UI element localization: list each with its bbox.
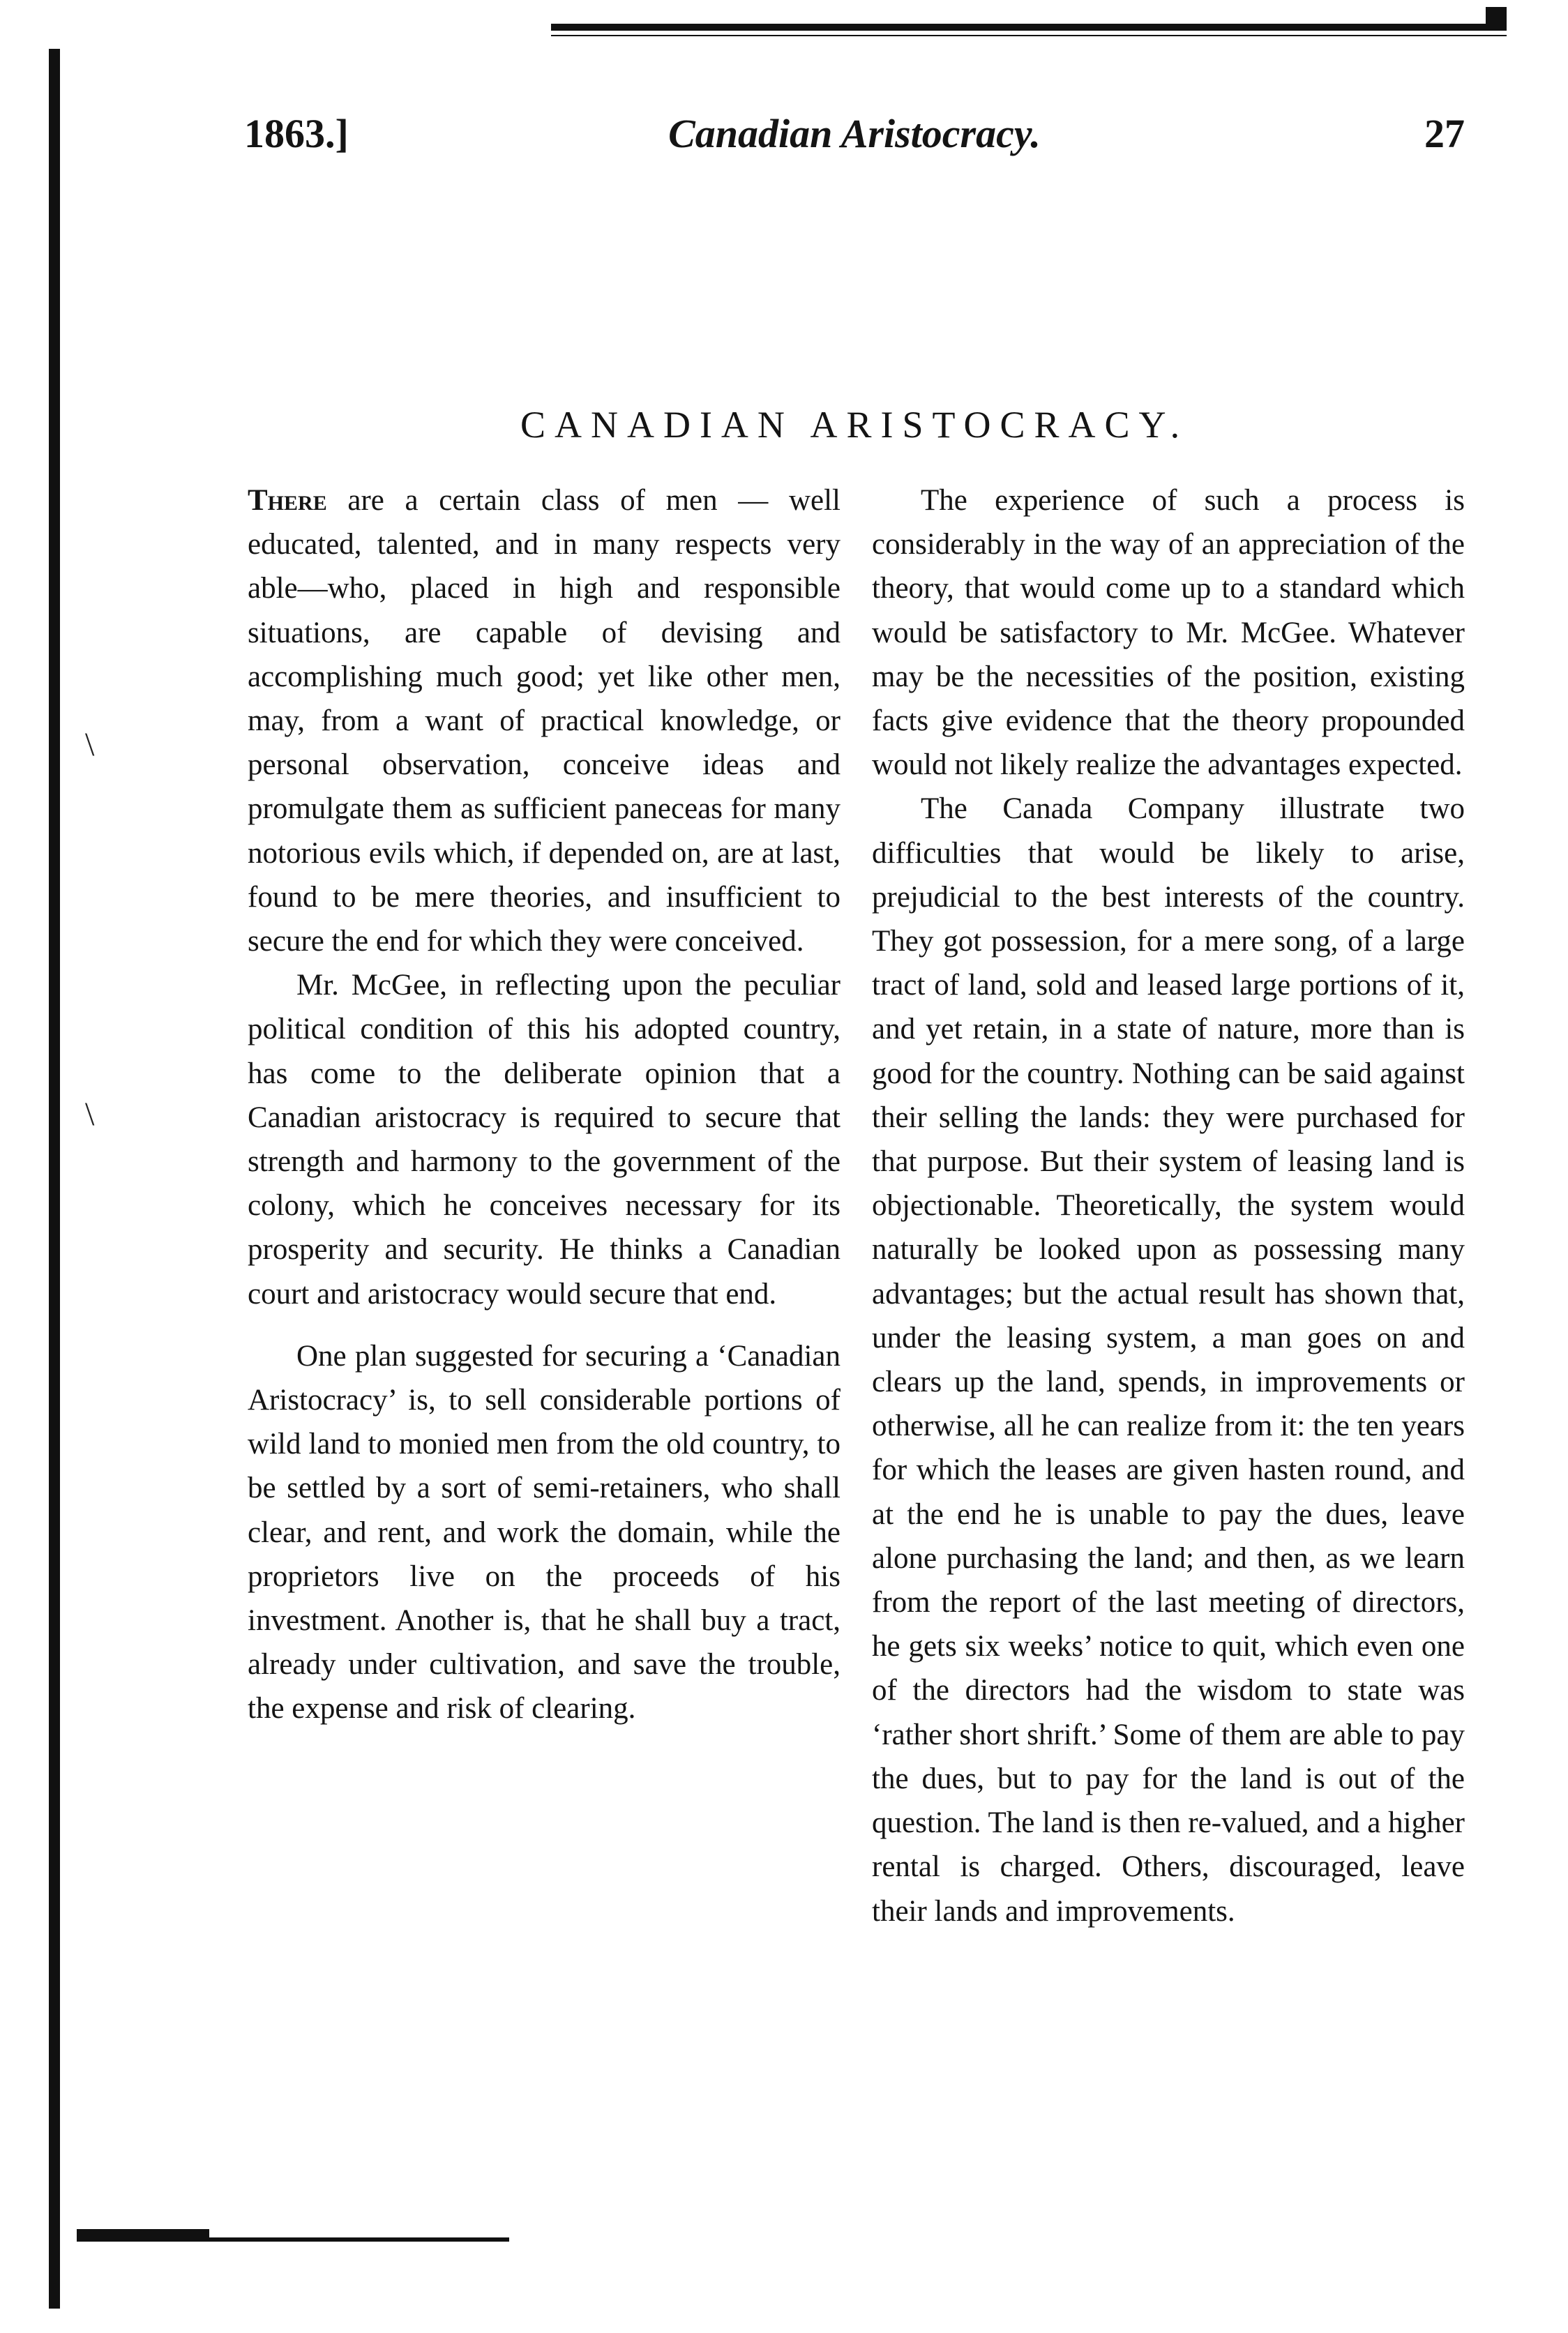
paragraph: Mr. McGee, in reflecting upon the peculiar political condition of this his adopted country, has come to the deliberate opinion that a Canadian aristocracy is required to secure that strength and harmony to the government of the colony, which he conceives necessary for its prosperity and security. He thinks a Canadian court and aristocracy would secure that end.	[248, 969, 840, 1311]
paragraph: The experience of such a process is considerably in the way of an appreciation of the theory, that would come up to a standard which would be satisfactory to Mr. McGee. Whatever may be the necessities of the position, existing facts give evidence that the theory propounded would not likely realize the advantages expected.	[872, 484, 1465, 782]
top-rule	[551, 24, 1507, 31]
margin-mark: \	[85, 1096, 95, 1133]
top-rule-thin	[551, 35, 1507, 36]
article-title: CANADIAN ARISTOCRACY.	[520, 404, 1189, 446]
running-header	[244, 110, 1465, 173]
paragraph: One plan suggested for securing a ‘Canadian Aristocracy’ is, to sell considerable portions of wild land to monied men from the old country, to be settled by a sort of semi-retainers, who shall clear, and rent, and work the domain, while the proprietors live on the proceeds of his investment. Another is, that he shall buy a tract, already under cultivation, and save the trouble, the expense and risk of clearing.	[248, 1339, 840, 1726]
header-year: 1863.]	[244, 111, 349, 156]
paragraph-text: are a certain class of men — well educated, talented, and in many respects very able—who, placed in high and responsible situations, are capable of devising and accomplishing much good; yet like other men, may, from a want of practical knowledge, or personal observation, conceive ideas and promulgate them as sufficient paneceas for many notorious evils which, if depended on, are at last, found to be mere theories, and insufficient to secure the end for which they were conceived.	[248, 484, 840, 958]
right-column	[872, 478, 1465, 1933]
margin-mark: \	[85, 726, 95, 763]
paragraph	[248, 478, 840, 963]
top-rule-cap	[1486, 7, 1507, 28]
left-binding-rule	[49, 49, 60, 2309]
page-number: 27	[1424, 111, 1465, 156]
paragraph: The Canada Company illustrate two difficulties that would be likely to arise, prejudicial to the best interests of the country. They got possession, for a mere song, of a large tract of land, sold and leased large portions of it, and yet retain, in a state of nature, more than is good for the country. Nothing can be said against their selling the lands: they were purchased for that purpose. But their system of leasing land is objectionable. Theoretically, the system would naturally be looked upon as possessing many advantages; but the actual result has shown that, under the leasing system, a man goes on and clears up the land, spends, in improvements or otherwise, all he can realize from it: the ten years for which the leases are given hasten round, and at the end he is unable to pay the dues, leave alone purchasing the land; and then, as we learn from the report of the last meeting of directors, he gets six weeks’ notice to quit, which even one of the directors had the wisdom to state was ‘rather short shrift.’ Some of them are able to pay the dues, but to pay for the land is out of the question. The land is then re-valued, and a higher rental is charged. Others, discouraged, leave their lands and improvements.	[872, 792, 1465, 1928]
drop-lead-word: There	[248, 484, 327, 517]
bottom-rule	[77, 2237, 509, 2242]
header-running-title: Canadian Aristocracy.	[668, 111, 1041, 156]
left-column	[248, 478, 840, 1731]
